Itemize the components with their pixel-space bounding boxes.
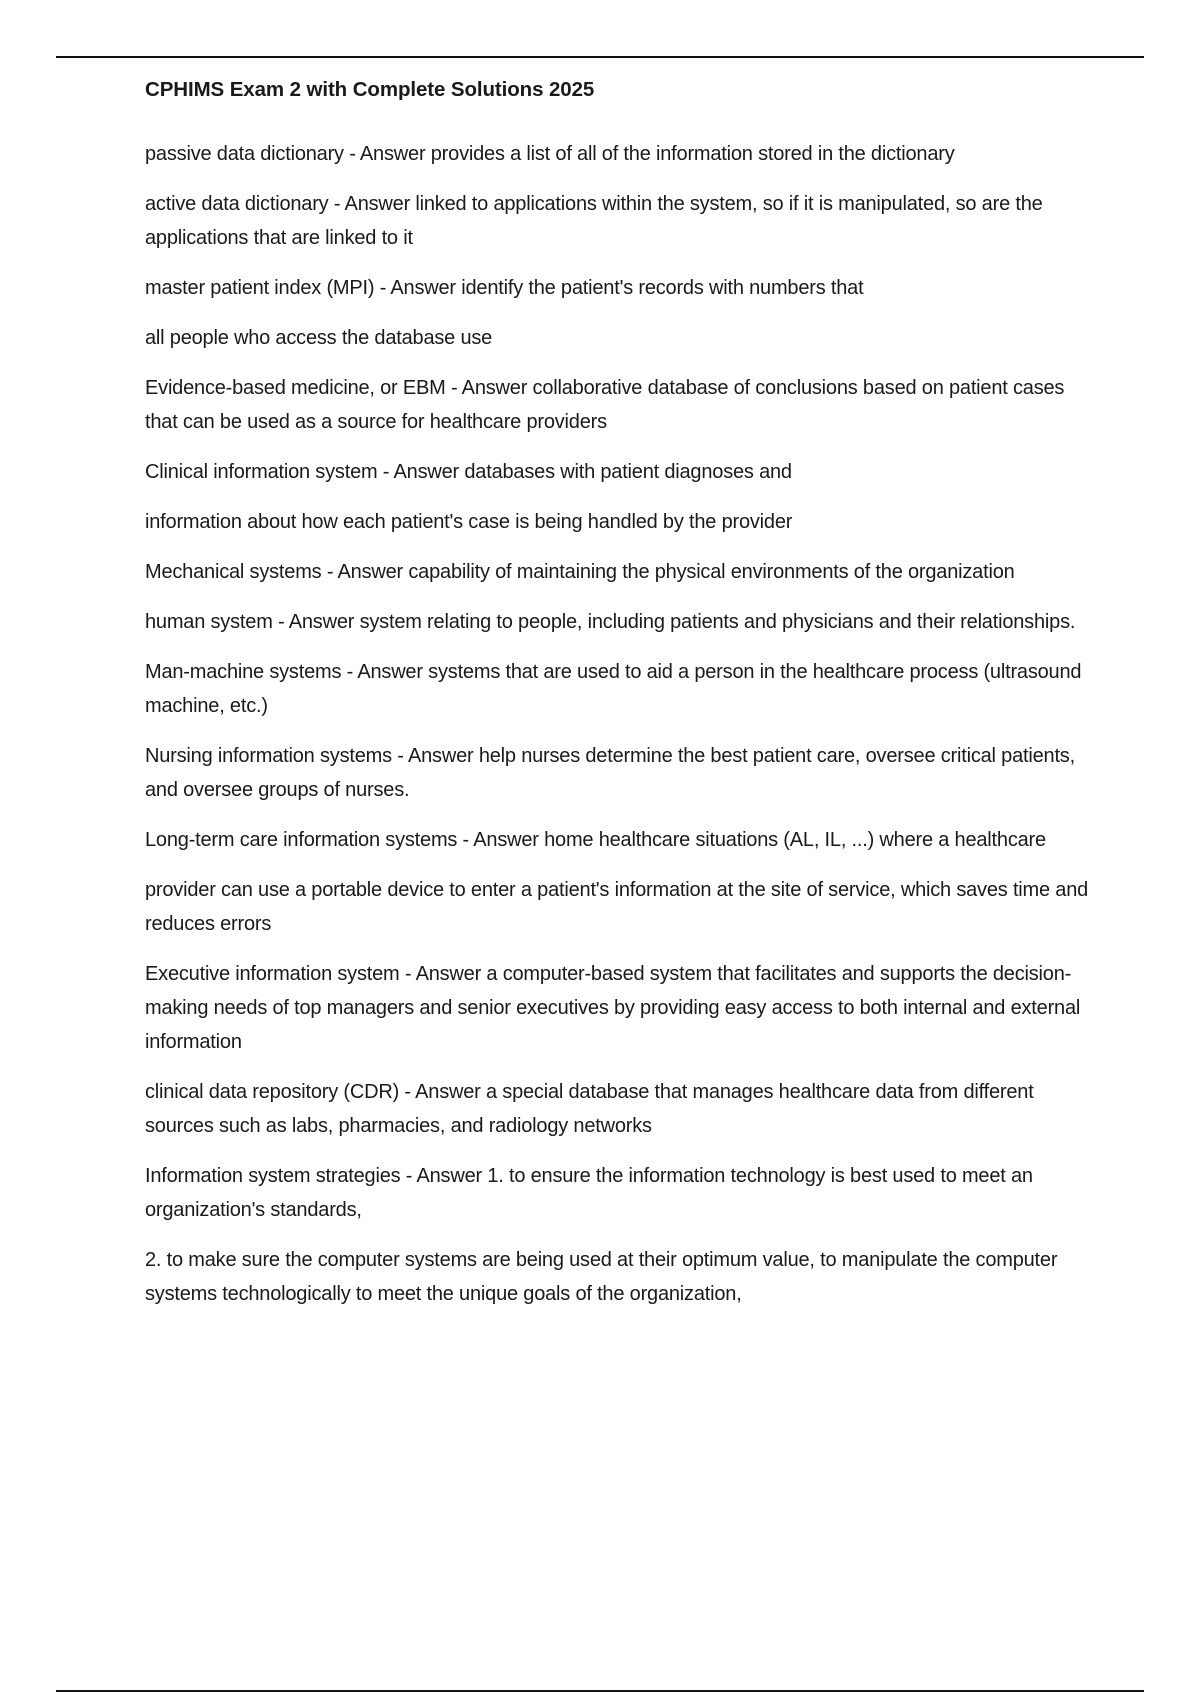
paragraph: provider can use a portable device to enter a patient's information at the site of service, which saves time and reduces errors bbox=[145, 879, 1089, 935]
paragraph: passive data dictionary - Answer provides a list of all of the information stored in the dictionary bbox=[145, 143, 955, 165]
paragraph: clinical data repository (CDR) - Answer a special database that manages healthcare data from different sources such as labs, pharmacies, and radiology networks bbox=[145, 1081, 1034, 1137]
paragraph: all people who access the database use bbox=[145, 327, 493, 349]
page-title: CPHIMS Exam 2 with Complete Solutions 2025 bbox=[145, 78, 595, 101]
paragraph: Nursing information systems - Answer help nurses determine the best patient care, oversee critical patients, and oversee groups of nurses. bbox=[145, 745, 1075, 801]
paragraph: Information system strategies - Answer 1. to ensure the information technology is best used to meet an organization's standards, bbox=[145, 1165, 1033, 1221]
document-body bbox=[145, 73, 1095, 1327]
paragraph: information about how each patient's case is being handled by the provider bbox=[145, 511, 793, 533]
paragraph: Mechanical systems - Answer capability of maintaining the physical environments of the organization bbox=[145, 561, 1015, 583]
paragraph: Evidence-based medicine, or EBM - Answer collaborative database of conclusions based on patient cases that can be used as a source for healthcare providers bbox=[145, 377, 1065, 433]
footer-rule bbox=[56, 1690, 1144, 1692]
paragraph: Long-term care information systems - Answer home healthcare situations (AL, IL, ...) where a healthcare bbox=[145, 829, 1046, 851]
paragraph: Executive information system - Answer a computer-based system that facilitates and supports the decision-making needs of top managers and senior executives by providing easy access to both internal and external information bbox=[145, 963, 1081, 1053]
header-rule bbox=[56, 56, 1144, 58]
paragraph: Clinical information system - Answer databases with patient diagnoses and bbox=[145, 461, 792, 483]
paragraph: active data dictionary - Answer linked to applications within the system, so if it is manipulated, so are the applications that are linked to it bbox=[145, 193, 1043, 249]
paragraph: 2. to make sure the computer systems are being used at their optimum value, to manipulate the computer systems technologically to meet the unique goals of the organization, bbox=[145, 1249, 1058, 1305]
paragraph: master patient index (MPI) - Answer identify the patient's records with numbers that bbox=[145, 277, 864, 299]
paragraph: Man-machine systems - Answer systems that are used to aid a person in the healthcare process (ultrasound machine, etc.) bbox=[145, 661, 1082, 717]
paragraph: human system - Answer system relating to people, including patients and physicians and their relationships. bbox=[145, 611, 1076, 633]
